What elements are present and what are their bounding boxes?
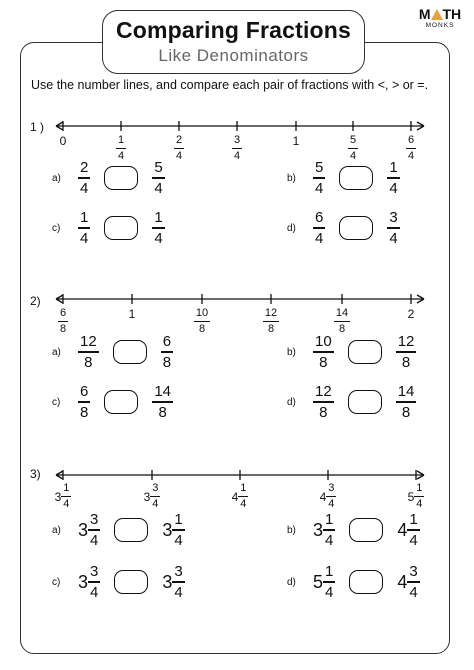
fraction <box>323 564 335 599</box>
comparison-problem <box>52 510 185 550</box>
tick-label <box>43 134 83 148</box>
fraction <box>313 160 325 195</box>
fraction-bar <box>406 148 416 149</box>
fraction <box>152 210 164 245</box>
worksheet-title: Comparing Fractions <box>115 17 352 43</box>
fraction-bar <box>232 148 242 149</box>
fraction-bar <box>323 529 335 530</box>
tick-label <box>396 483 436 510</box>
answer-box[interactable] <box>114 570 148 594</box>
fraction <box>326 483 336 510</box>
fraction <box>172 512 184 547</box>
comparison-problem <box>287 510 420 550</box>
denominator: 4 <box>240 498 247 511</box>
denominator: 4 <box>409 583 418 601</box>
whole-number: 3 <box>162 571 173 592</box>
fraction-bar <box>387 177 399 178</box>
denominator: 8 <box>401 353 411 371</box>
numerator: 5 <box>349 134 357 146</box>
answer-box[interactable] <box>339 216 373 240</box>
answer-box[interactable] <box>104 166 138 190</box>
answer-box[interactable] <box>339 166 373 190</box>
tick-value <box>232 483 249 510</box>
left-fraction <box>78 564 100 599</box>
right-fraction <box>152 210 164 245</box>
right-fraction <box>397 564 419 599</box>
numerator: 14 <box>335 307 349 319</box>
tick-label <box>43 483 83 510</box>
denominator: 4 <box>174 531 183 549</box>
fraction-bar <box>348 148 358 149</box>
section-label: 1 ) <box>30 120 45 134</box>
denominator: 8 <box>401 403 411 421</box>
fraction <box>88 564 100 599</box>
left-fraction <box>313 564 335 599</box>
numerator: 14 <box>154 383 172 401</box>
numerator: 1 <box>240 482 247 494</box>
denominator: 4 <box>152 498 159 511</box>
denominator: 4 <box>409 531 418 549</box>
right-fraction <box>152 384 173 419</box>
tick-label <box>43 307 83 335</box>
numerator: 5 <box>315 159 324 177</box>
fraction-bar <box>150 496 160 497</box>
numerator: 1 <box>409 511 418 529</box>
answer-box[interactable] <box>104 216 138 240</box>
fraction-bar <box>238 496 248 497</box>
tick-value <box>174 135 184 162</box>
left-fraction <box>313 384 334 419</box>
answer-box[interactable] <box>113 340 147 364</box>
numerator: 1 <box>117 134 125 146</box>
fraction-bar <box>326 496 336 497</box>
fraction-bar <box>313 227 325 228</box>
problem-label: d) <box>287 222 296 234</box>
fraction-bar <box>161 351 173 352</box>
numerator: 10 <box>195 307 209 319</box>
right-fraction <box>396 384 417 419</box>
fraction-bar <box>334 321 350 322</box>
comparison-problem <box>287 332 416 372</box>
math-monks-logo <box>418 6 462 58</box>
denominator: 8 <box>80 403 89 421</box>
fraction <box>396 384 417 419</box>
numerator: 2 <box>80 159 89 177</box>
answer-box[interactable] <box>349 570 383 594</box>
fraction-bar <box>78 351 99 352</box>
right-fraction <box>387 210 399 245</box>
fraction-bar <box>313 351 334 352</box>
denominator: 4 <box>416 498 423 511</box>
denominator: 4 <box>325 583 334 601</box>
numerator: 1 <box>174 511 183 529</box>
tick-label <box>322 307 362 335</box>
denominator: 4 <box>315 179 324 197</box>
denominator: 4 <box>154 229 163 247</box>
number-line <box>55 116 425 136</box>
fraction-bar <box>396 351 417 352</box>
denominator: 4 <box>175 150 183 163</box>
tick-value <box>55 483 72 510</box>
denominator: 4 <box>407 150 415 163</box>
problem-label: c) <box>52 396 61 408</box>
numerator: 3 <box>233 134 241 146</box>
whole-number: 3 <box>54 489 62 504</box>
left-fraction <box>78 160 90 195</box>
fraction <box>194 308 210 335</box>
comparison-problem <box>287 208 400 248</box>
answer-box[interactable] <box>348 390 382 414</box>
fraction <box>407 512 419 547</box>
numerator: 3 <box>328 482 335 494</box>
fraction-bar <box>313 177 325 178</box>
tick-label <box>391 307 431 321</box>
denominator: 8 <box>319 353 328 371</box>
comparison-problem <box>52 332 173 372</box>
tick-label <box>159 134 199 162</box>
tick-label <box>220 483 260 510</box>
fraction <box>174 135 184 162</box>
whole-number: 4 <box>397 571 408 592</box>
right-fraction <box>397 512 419 547</box>
tick-value <box>408 483 425 510</box>
tick-value <box>406 135 416 162</box>
fraction-bar <box>172 581 184 582</box>
section-label: 3) <box>30 467 41 481</box>
tick-value <box>144 483 161 510</box>
title-box <box>102 10 365 74</box>
comparison-problem <box>52 208 165 248</box>
denominator: 8 <box>267 323 275 336</box>
instructions: Use the number lines, and compare each pair of fractions with <, > or =. <box>31 78 429 92</box>
numerator: 2 <box>175 134 183 146</box>
right-fraction <box>152 160 164 195</box>
comparison-problem <box>52 158 165 198</box>
right-fraction <box>162 564 184 599</box>
denominator: 4 <box>174 583 183 601</box>
whole-number: 4 <box>397 519 408 540</box>
fraction-bar <box>387 227 399 228</box>
left-fraction <box>78 210 90 245</box>
fraction-bar <box>396 401 417 402</box>
numerator: 1 <box>63 482 70 494</box>
comparison-problem <box>287 562 420 602</box>
right-fraction <box>161 334 173 369</box>
whole-number: 3 <box>162 519 173 540</box>
denominator: 4 <box>90 531 99 549</box>
tick-value <box>263 308 279 335</box>
left-fraction <box>78 334 99 369</box>
fraction <box>313 210 325 245</box>
denominator: 4 <box>154 179 163 197</box>
fraction <box>172 564 184 599</box>
logo-triangle-icon <box>431 9 443 20</box>
left-fraction <box>313 334 334 369</box>
fraction <box>78 384 90 419</box>
fraction <box>414 483 424 510</box>
numerator: 5 <box>154 159 163 177</box>
problem-label: b) <box>287 346 296 358</box>
fraction-bar <box>78 401 90 402</box>
comparison-problem <box>52 562 185 602</box>
numerator: 12 <box>315 383 332 401</box>
numerator: 6 <box>407 134 415 146</box>
fraction-bar <box>323 581 335 582</box>
left-fraction <box>313 512 335 547</box>
denominator: 8 <box>158 403 167 421</box>
whole-number: 5 <box>313 571 324 592</box>
whole-number: 2 <box>407 307 415 321</box>
problem-label: c) <box>52 222 61 234</box>
fraction <box>150 483 160 510</box>
fraction <box>161 334 173 369</box>
comparison-problem <box>52 382 173 422</box>
tick-label <box>217 134 257 162</box>
tick-value <box>408 307 415 321</box>
fraction <box>323 512 335 547</box>
numerator: 1 <box>154 209 163 227</box>
fraction <box>263 308 279 335</box>
numerator: 3 <box>90 563 99 581</box>
fraction <box>313 334 334 369</box>
answer-box[interactable] <box>104 390 138 414</box>
denominator: 4 <box>325 531 334 549</box>
denominator: 4 <box>315 229 324 247</box>
fraction <box>152 384 173 419</box>
fraction-bar <box>152 401 173 402</box>
fraction <box>238 483 248 510</box>
left-fraction <box>313 210 325 245</box>
numerator: 6 <box>315 209 324 227</box>
whole-number: 5 <box>407 489 415 504</box>
fraction <box>78 160 90 195</box>
fraction <box>152 160 164 195</box>
numerator: 1 <box>80 209 89 227</box>
denominator: 8 <box>59 323 67 336</box>
denominator: 8 <box>319 403 328 421</box>
whole-number: 1 <box>128 307 136 321</box>
logo-text-m: M <box>418 6 431 22</box>
left-fraction <box>313 160 325 195</box>
denominator: 8 <box>162 353 172 371</box>
whole-number: 4 <box>319 489 327 504</box>
numerator: 14 <box>397 383 415 401</box>
numerator: 6 <box>80 383 89 401</box>
fraction-bar <box>88 529 100 530</box>
problem-label: b) <box>287 172 296 184</box>
comparison-problem <box>287 158 400 198</box>
fraction-bar <box>313 401 334 402</box>
numerator: 12 <box>264 307 278 319</box>
numerator: 3 <box>174 563 183 581</box>
problem-label: d) <box>287 396 296 408</box>
logo-text-monks: MONKS <box>425 22 455 29</box>
denominator: 4 <box>90 583 99 601</box>
fraction-bar <box>78 177 90 178</box>
fraction <box>78 334 99 369</box>
denominator: 4 <box>389 179 398 197</box>
number-line-axis <box>55 289 427 309</box>
whole-number: 4 <box>231 489 239 504</box>
left-fraction <box>78 384 90 419</box>
fraction-bar <box>58 321 68 322</box>
section-label: 2) <box>30 294 41 308</box>
problem-label: a) <box>52 346 61 358</box>
problem-label: c) <box>52 576 61 588</box>
fraction-bar <box>152 177 164 178</box>
answer-box[interactable] <box>349 518 383 542</box>
numerator: 6 <box>162 333 172 351</box>
numerator: 6 <box>59 307 67 319</box>
tick-value <box>320 483 337 510</box>
tick-label <box>251 307 291 335</box>
numerator: 3 <box>389 209 398 227</box>
problem-label: d) <box>287 576 296 588</box>
fraction <box>387 210 399 245</box>
numerator: 3 <box>90 511 99 529</box>
tick-label <box>308 483 348 510</box>
problem-label: b) <box>287 524 296 536</box>
fraction-bar <box>152 227 164 228</box>
fraction-bar <box>172 529 184 530</box>
numerator: 3 <box>152 482 159 494</box>
problem-label: a) <box>52 172 61 184</box>
number-line-axis <box>55 116 427 136</box>
fraction <box>61 483 71 510</box>
whole-number: 3 <box>143 489 151 504</box>
numerator: 12 <box>80 333 97 351</box>
denominator: 4 <box>117 150 125 163</box>
answer-box[interactable] <box>114 518 148 542</box>
numerator: 1 <box>416 482 423 494</box>
fraction-bar <box>116 148 126 149</box>
tick-label <box>112 307 152 321</box>
numerator: 1 <box>389 159 398 177</box>
fraction <box>407 564 419 599</box>
denominator: 4 <box>233 150 241 163</box>
fraction <box>396 334 417 369</box>
fraction-bar <box>414 496 424 497</box>
denominator: 8 <box>198 323 206 336</box>
answer-box[interactable] <box>348 340 382 364</box>
fraction-bar <box>174 148 184 149</box>
fraction-bar <box>88 581 100 582</box>
denominator: 4 <box>349 150 357 163</box>
denominator: 4 <box>63 498 70 511</box>
fraction-bar <box>407 529 419 530</box>
fraction <box>232 135 242 162</box>
denominator: 4 <box>80 229 89 247</box>
fraction <box>78 210 90 245</box>
denominator: 8 <box>84 353 93 371</box>
denominator: 8 <box>338 323 346 336</box>
tick-label <box>276 134 316 148</box>
numerator: 1 <box>325 511 334 529</box>
whole-number: 3 <box>78 571 89 592</box>
comparison-problem <box>287 382 416 422</box>
denominator: 4 <box>389 229 398 247</box>
fraction <box>88 512 100 547</box>
right-fraction <box>387 160 399 195</box>
fraction-bar <box>194 321 210 322</box>
whole-number: 1 <box>292 134 300 148</box>
numerator: 10 <box>315 333 332 351</box>
left-fraction <box>78 512 100 547</box>
numerator: 12 <box>397 333 415 351</box>
whole-number: 0 <box>59 134 67 148</box>
fraction <box>313 384 334 419</box>
fraction <box>406 135 416 162</box>
fraction-bar <box>78 227 90 228</box>
fraction-bar <box>407 581 419 582</box>
right-fraction <box>162 512 184 547</box>
logo-text-th: TH <box>442 6 462 22</box>
tick-value <box>60 134 67 148</box>
whole-number: 3 <box>78 519 89 540</box>
tick-label <box>182 307 222 335</box>
denominator: 4 <box>328 498 335 511</box>
tick-value <box>293 134 300 148</box>
denominator: 4 <box>80 179 89 197</box>
numerator: 1 <box>325 563 334 581</box>
whole-number: 3 <box>313 519 324 540</box>
tick-value <box>232 135 242 162</box>
tick-label <box>132 483 172 510</box>
problem-label: a) <box>52 524 61 536</box>
tick-value <box>194 308 210 335</box>
fraction-bar <box>61 496 71 497</box>
right-fraction <box>396 334 417 369</box>
numerator: 3 <box>409 563 418 581</box>
number-line <box>55 289 425 309</box>
tick-value <box>129 307 136 321</box>
fraction <box>387 160 399 195</box>
fraction-bar <box>263 321 279 322</box>
worksheet-subtitle: Like Denominators <box>158 46 309 65</box>
